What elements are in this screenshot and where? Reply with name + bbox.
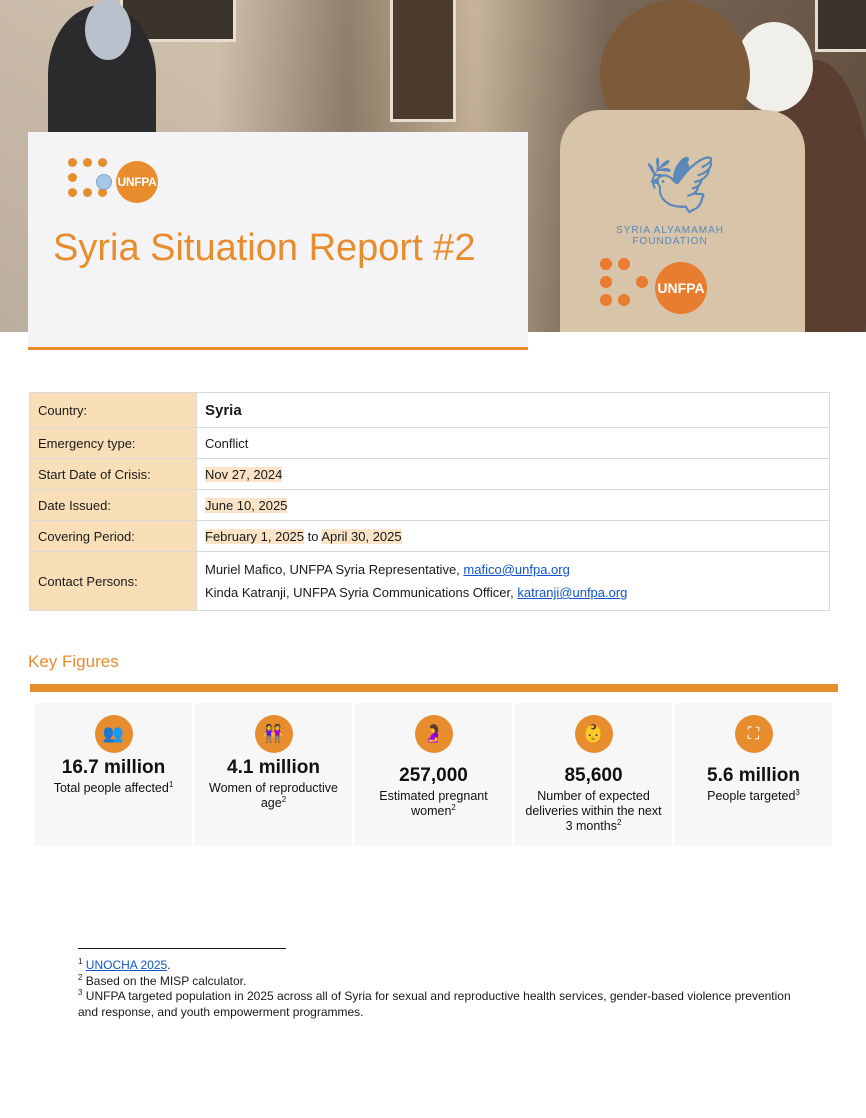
table-row bbox=[30, 393, 830, 428]
people-group-icon: 👥 bbox=[95, 715, 133, 753]
table-row bbox=[30, 428, 830, 459]
start-date-label: Start Date of Crisis: bbox=[30, 459, 197, 490]
unfpa-logo bbox=[68, 158, 188, 204]
unocha-link[interactable]: UNOCHA 2025 bbox=[85, 958, 168, 972]
un-emblem-icon bbox=[96, 174, 112, 190]
dove-icon: 🕊 bbox=[644, 153, 716, 216]
key-figure-caption: People targeted$^3$ bbox=[707, 787, 800, 803]
key-figures-heading: Key Figures bbox=[28, 652, 119, 671]
women-icon: 👭 bbox=[255, 715, 293, 753]
contact-name: Muriel Mafico, UNFPA Syria Representative, bbox=[205, 562, 460, 577]
key-figure-card bbox=[195, 703, 352, 846]
start-date-value: Nov 27, 2024 bbox=[205, 466, 283, 482]
vest-unfpa-logo: UNFPA bbox=[655, 262, 707, 314]
covering-period-label: Covering Period: bbox=[30, 521, 197, 552]
date-issued-label: Date Issued: bbox=[30, 490, 197, 521]
country-value: Syria bbox=[205, 401, 242, 419]
footnote-rule bbox=[78, 948, 286, 949]
table-row bbox=[30, 521, 830, 552]
key-figure-caption: Women of reproductive age$^2$ bbox=[209, 781, 338, 810]
vest-org-text: SYRIA ALYAMAMAH FOUNDATION bbox=[616, 225, 724, 247]
table-row bbox=[30, 459, 830, 490]
table-row bbox=[30, 552, 830, 611]
emergency-type-value: Conflict bbox=[197, 428, 830, 459]
footnote-2: $^2$ Based on the MISP calculator. bbox=[78, 972, 247, 988]
contact-person bbox=[205, 558, 821, 581]
footnote-1: $^1$ UNOCHA 2025. bbox=[78, 957, 171, 972]
key-figure-card bbox=[515, 703, 672, 846]
key-figure-card bbox=[675, 703, 832, 846]
key-figure-value: 257,000 bbox=[399, 765, 468, 786]
footnote-3: $^3$ UNFPA targeted population in 2025 across all of Syria for sexual and reproductive health services, gender-based violence prevention and response, and youth empowerment programmes. bbox=[78, 988, 791, 1019]
target-people-icon: ⛶ bbox=[735, 715, 773, 753]
table-row bbox=[30, 490, 830, 521]
baby-icon: 👶 bbox=[575, 715, 613, 753]
footnotes bbox=[78, 958, 798, 1020]
key-figure-value: 85,600 bbox=[564, 765, 623, 786]
contact-name: Kinda Katranji, UNFPA Syria Communications Officer, bbox=[205, 585, 514, 600]
photo-door bbox=[390, 0, 456, 122]
period-to-word: to bbox=[307, 528, 319, 544]
key-figure-value: 16.7 million bbox=[61, 757, 166, 778]
key-figures-divider bbox=[30, 684, 838, 692]
unfpa-logo-text: UNFPA bbox=[116, 161, 158, 203]
pregnant-woman-icon: 🤰 bbox=[415, 715, 453, 753]
page-title: Syria Situation Report #2 bbox=[53, 227, 476, 269]
contact-email-link[interactable]: mafico@unfpa.org bbox=[463, 562, 570, 577]
period-start: February 1, 2025 bbox=[205, 528, 305, 544]
date-issued-value: June 10, 2025 bbox=[205, 497, 288, 513]
emergency-type-label: Emergency type: bbox=[30, 428, 197, 459]
contact-email-link[interactable]: katranji@unfpa.org bbox=[517, 585, 628, 600]
title-card bbox=[28, 132, 528, 350]
info-table bbox=[29, 392, 830, 611]
key-figure-caption: Estimated pregnant women$^2$ bbox=[379, 789, 488, 818]
key-figure-caption: Total people affected$^1$ bbox=[53, 779, 174, 795]
key-figures-row bbox=[35, 703, 832, 846]
key-figure-caption: Number of expected deliveries within the next 3 months$^2$ bbox=[525, 789, 662, 833]
contact-person bbox=[205, 581, 821, 604]
key-figure-card bbox=[35, 703, 192, 846]
key-figure-card bbox=[355, 703, 512, 846]
photo-headscarf-left bbox=[85, 0, 131, 60]
contact-persons-label: Contact Persons: bbox=[30, 552, 197, 611]
country-label: Country: bbox=[30, 393, 197, 428]
period-end: April 30, 2025 bbox=[321, 528, 402, 544]
key-figure-value: 5.6 million bbox=[707, 765, 800, 786]
key-figure-value: 4.1 million bbox=[227, 757, 320, 778]
photo-window bbox=[815, 0, 866, 52]
